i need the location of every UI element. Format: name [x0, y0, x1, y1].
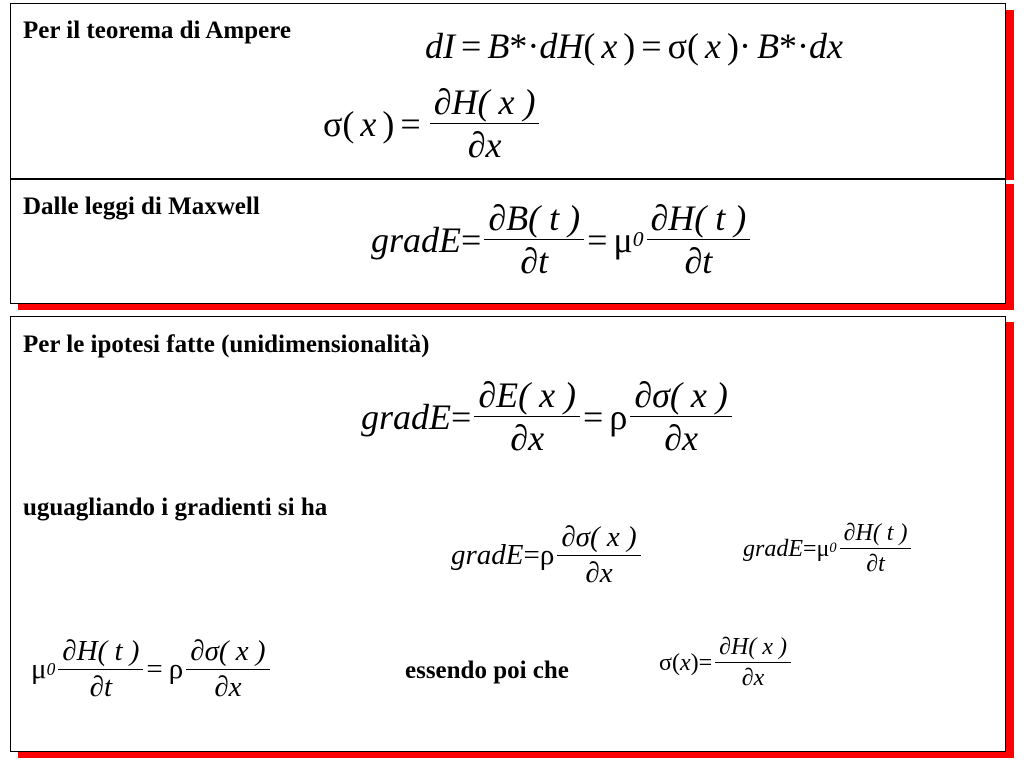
fraction — [186, 637, 269, 702]
eq-star: * — [509, 26, 528, 66]
fraction-denominator: ∂t — [520, 241, 549, 281]
eq-paren: ) — [690, 649, 699, 676]
ipotesi-heading: Per le ipotesi fatte (unidimensionalità) — [23, 331, 430, 358]
fraction-denominator: ∂t — [684, 241, 713, 281]
fraction-numerator: ∂E( x ) — [478, 375, 577, 415]
eq-text: x — [601, 26, 618, 66]
eq-mu: μ — [613, 219, 633, 260]
ipotesi-essendo: essendo poi che — [405, 657, 569, 684]
eq-paren: ( — [342, 103, 355, 144]
fraction — [630, 377, 732, 456]
maxwell-equation — [371, 200, 753, 279]
fraction-denominator: ∂t — [866, 551, 885, 577]
panel-ampere — [10, 3, 1006, 179]
eq-paren: ) — [727, 26, 739, 66]
eq-mu: μ — [816, 535, 830, 562]
eq-equals: = — [400, 103, 421, 144]
ipotesi-equation-grade-mu — [743, 521, 914, 576]
eq-star: * — [779, 26, 797, 66]
ipotesi-equation-mu-rho — [31, 637, 273, 702]
fraction — [484, 200, 584, 279]
eq-text: x — [705, 26, 721, 66]
eq-equals: = — [583, 396, 604, 437]
ampere-heading: Per il teorema di Ampere — [23, 17, 291, 44]
fraction — [840, 521, 912, 576]
fraction-numerator: ∂B( t ) — [488, 198, 581, 238]
eq-sigma: σ — [667, 26, 688, 66]
fraction-denominator: ∂t — [89, 671, 113, 703]
fraction-numerator: ∂σ( x ) — [190, 635, 266, 667]
fraction-denominator: ∂x — [585, 557, 613, 589]
fraction-denominator: ∂x — [214, 671, 242, 703]
fraction-denominator: ∂x — [510, 418, 545, 458]
eq-equals: = — [523, 539, 540, 571]
eq-cdot: · — [739, 26, 751, 66]
eq-paren: ) — [623, 26, 636, 66]
eq-equals: = — [461, 219, 482, 260]
eq-equals: = — [146, 653, 163, 685]
eq-text: d — [425, 26, 443, 66]
ipotesi-subheading: uguagliando i gradienti si ha — [23, 494, 328, 521]
eq-text: B — [487, 26, 510, 66]
eq-sigma: σ — [659, 649, 672, 676]
eq-text: gradE — [451, 539, 524, 571]
eq-equals: = — [587, 219, 608, 260]
eq-sigma: σ — [323, 103, 343, 144]
eq-rho: ρ — [609, 396, 628, 437]
fraction-numerator: ∂H( t ) — [62, 635, 140, 667]
eq-rho: ρ — [539, 539, 555, 571]
fraction-numerator: ∂H( x ) — [433, 82, 536, 122]
eq-paren: ( — [671, 649, 680, 676]
fraction-numerator: ∂H( x ) — [719, 634, 787, 660]
eq-equals: = — [451, 396, 472, 437]
eq-rho: ρ — [168, 653, 184, 685]
eq-subscript: 0 — [829, 540, 837, 557]
eq-paren: ( — [583, 26, 596, 66]
eq-text: x — [679, 649, 691, 676]
fraction — [647, 200, 751, 279]
eq-cdot: · — [527, 26, 540, 66]
ipotesi-equation-sigma — [659, 635, 794, 690]
ampere-equation-di — [425, 28, 843, 64]
fraction-denominator: ∂x — [741, 665, 765, 691]
fraction — [58, 637, 143, 702]
eq-text: gradE — [743, 535, 803, 562]
panel-maxwell — [10, 179, 1006, 304]
fraction — [557, 523, 640, 588]
ampere-equation-sigma — [323, 84, 542, 163]
fraction — [474, 377, 580, 456]
fraction-numerator: ∂H( t ) — [650, 198, 747, 238]
fraction — [430, 84, 540, 163]
eq-equals: = — [641, 26, 662, 66]
eq-paren: ) — [382, 103, 395, 144]
eq-text: gradE — [361, 396, 451, 437]
fraction — [715, 635, 791, 690]
fraction-denominator: ∂x — [664, 418, 698, 458]
eq-text: B — [757, 26, 779, 66]
eq-text: dH — [539, 26, 584, 66]
fraction-denominator: ∂x — [467, 125, 502, 165]
maxwell-heading: Dalle leggi di Maxwell — [23, 193, 260, 220]
eq-text: x — [360, 103, 377, 144]
ipotesi-equation-grade — [361, 377, 735, 456]
panel-ipotesi — [10, 316, 1006, 752]
eq-text: gradE — [371, 219, 461, 260]
eq-equals: = — [461, 26, 482, 66]
fraction-numerator: ∂σ( x ) — [634, 375, 728, 415]
eq-equals: = — [698, 649, 713, 676]
eq-subscript: 0 — [46, 658, 56, 679]
ipotesi-equation-grade-rho — [451, 523, 644, 588]
fraction-numerator: ∂σ( x ) — [561, 521, 637, 553]
eq-cdot: · — [797, 26, 809, 66]
eq-mu: μ — [31, 653, 47, 685]
eq-text: dx — [809, 26, 843, 66]
eq-subscript: 0 — [632, 226, 644, 251]
eq-paren: ( — [687, 26, 700, 66]
eq-equals: = — [803, 535, 817, 562]
eq-text: I — [443, 26, 455, 66]
fraction-numerator: ∂H( t ) — [843, 520, 908, 546]
